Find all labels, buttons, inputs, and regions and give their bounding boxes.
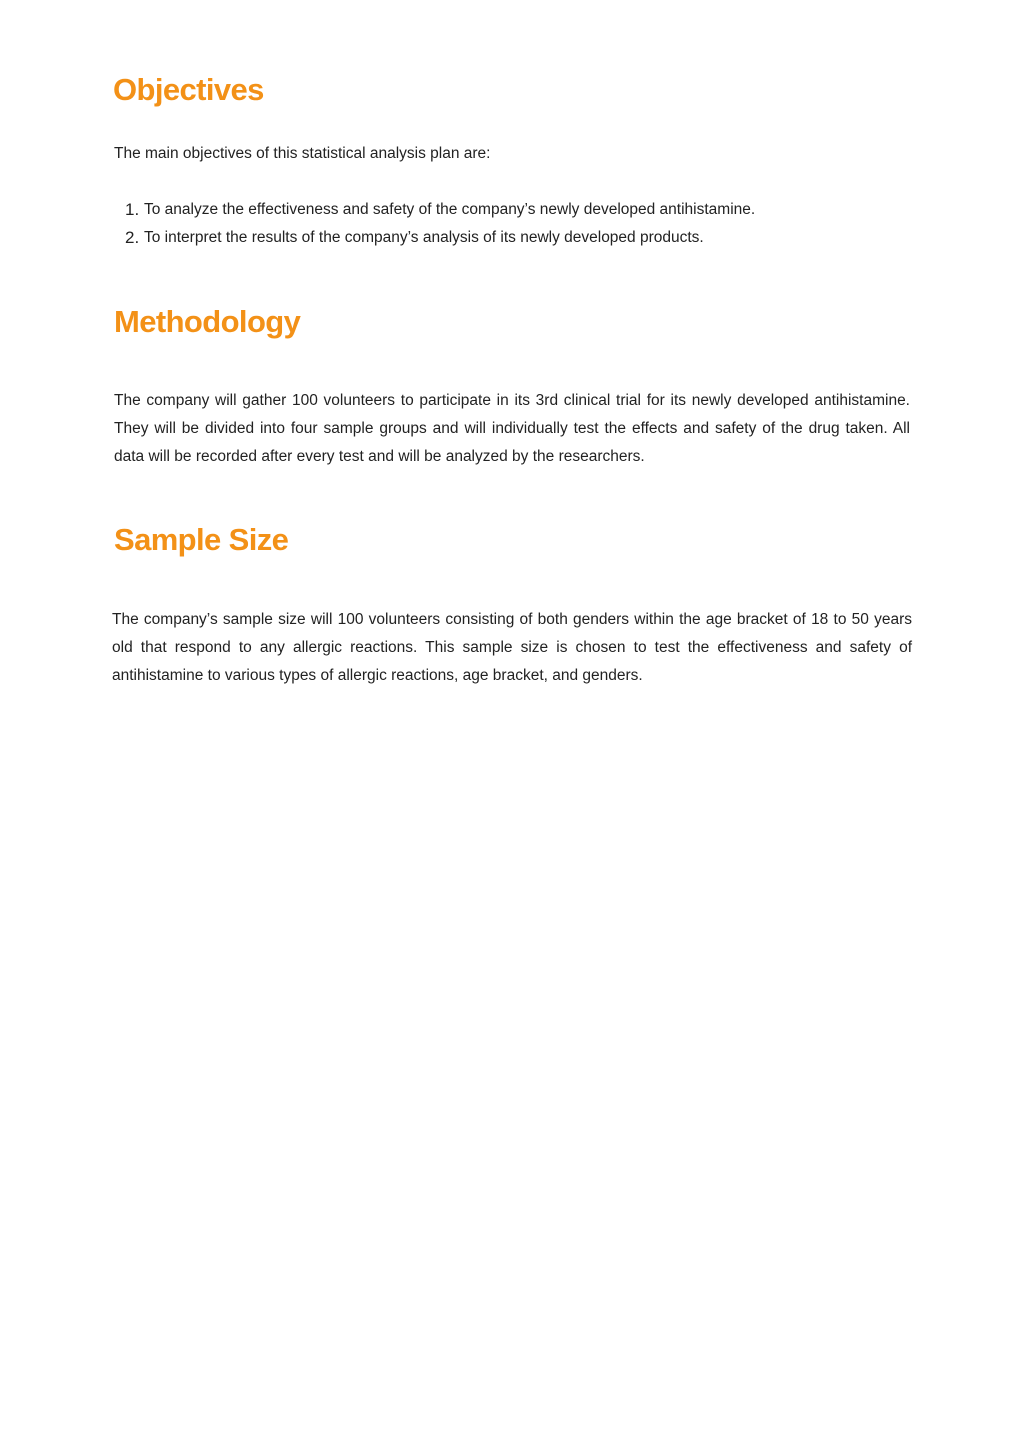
list-marker: 2. [125, 228, 140, 247]
list-item-text: To analyze the effectiveness and safety of the company’s newly developed antihistamine. [144, 201, 756, 218]
list-item-text: To interpret the results of the company’s analysis of its newly developed products. [144, 229, 704, 246]
sample-size-heading: Sample Size [114, 522, 289, 557]
list-item [114, 196, 910, 224]
objectives-intro: The main objectives of this statistical analysis plan are: [114, 145, 491, 162]
methodology-heading: Methodology [114, 304, 301, 339]
list-item [114, 224, 910, 252]
methodology-body: The company will gather 100 volunteers to participate in its 3rd clinical trial for its newly developed antihistamine. They will be divided into four sample groups and will individually test the effects and safety of the drug taken. All data will be recorded after every test and will be analyzed by the researchers. [114, 392, 910, 465]
sample-size-body: The company’s sample size will 100 volunteers consisting of both genders within the age bracket of 18 to 50 years old that respond to any allergic reactions. This sample size is chosen to test the effectiveness and safety of antihistamine to various types of allergic reactions, age bracket, and genders. [112, 611, 912, 684]
objectives-heading: Objectives [113, 72, 264, 107]
list-marker: 1. [125, 200, 140, 219]
objectives-list [114, 196, 910, 252]
